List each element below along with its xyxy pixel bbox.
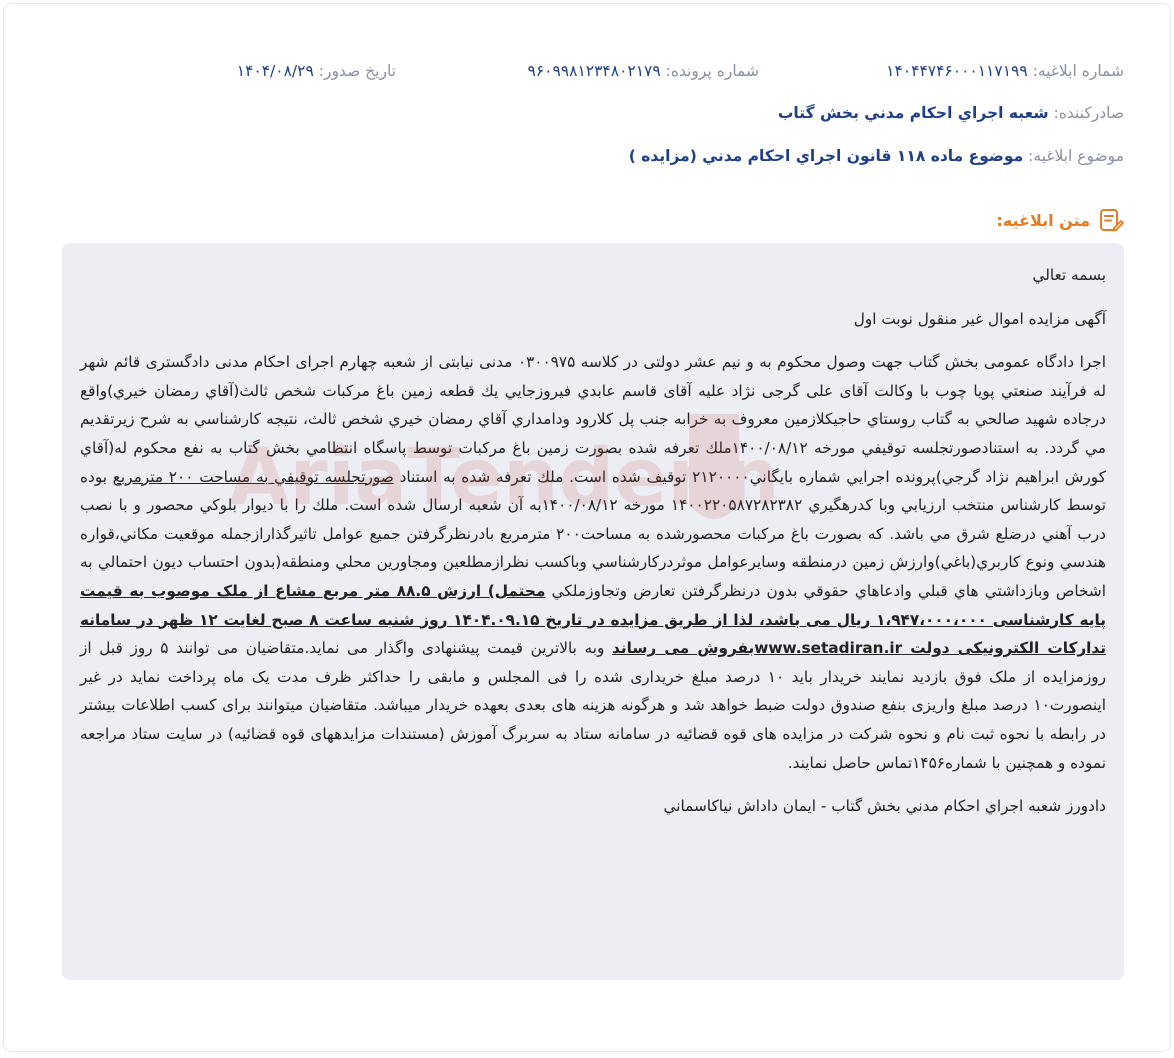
issue-date-value: ۱۴۰۴/۰۸/۲۹ xyxy=(236,62,314,80)
subject-label: موضوع ابلاغیه: xyxy=(1028,147,1124,165)
notice-paragraph xyxy=(80,348,1106,777)
signature: دادورز شعبه اجراي احكام مدني بخش گتاب - ايمان داداش نياكاسماني xyxy=(663,797,1106,816)
issuer-row xyxy=(50,104,1124,122)
paragraph-part-a: اجرا دادگاه عمومی بخش گتاب جهت وصول محکوم به و نیم عشر دولتی در کلاسه ۰۳۰۰۹۷۵ مدنی نیابتی از شعبه چهارم اجرای احکام مدنی دادگستری قائم شهر له فرآیند صنعتي پويا چوب با وكالت آقای علی گرجی نژاد علیه آقای قاسم عابدي فيروزجايي يك قطعه زمين باغ مركبات شخص ثالث(آقاي رمضان خيري)واقع درجاده شهيد صالحي به گتاب روستاي حاجيكلازمين معروف به خرابه جنب پل كلارود ودامداري آقاي رمضان خيري شخص ثالث، نتيجه كارشناسي به شرح زيرتقديم مي گردد. به استنادصورتجلسه توقيفي مورخه ۱۴۰۰/۰۸/۱۲ملك تعرفه شده بصورت زمين باغ مركبات توسط پاسگاه انتظامي بخش گتاب به نفع محكوم له(آقاي كورش ابراهيم نژاد گرجي)پرونده اجرايي شماره بايگاني۲۱۲۰۰۰۰ توقيف شده است. ملك تعرفه شده به استناد xyxy=(80,353,1106,486)
paragraph-underlined: صورتجلسه توقيفي به مساحت ۲۰۰ مترمربع xyxy=(112,467,394,486)
notice-heading: آگهی مزایده اموال غیر منقول نوبت اول xyxy=(853,309,1106,328)
issue-date-label: تاریخ صدور: xyxy=(318,62,396,80)
greeting: بسمه تعالي xyxy=(1032,266,1106,284)
case-number xyxy=(528,62,760,80)
notice-card xyxy=(3,3,1171,1052)
paragraph-part-b: بوده توسط كارشناس منتخب ارزيابي وبا كدرهگيري ۱۴۰۰۲۲۰۵۸۷۲۸۲۳۸۲ مورخه ۱۴۰۰/۰۸/۱۲به آن شعبه ارسال شده است. ملك را با ديوار بلوكي محصور و با نصب درب آهني درضلع شرق مي باشد. كه بصورت باغ مركبات محصورشده به مساحت۲۰۰ مترمربع بادرنظرگرفتن جميع عوامل تاثيرگذارازجمله موقعيت مكاني،قواره هندسي ونوع كاربري(باغي)وارزش زمين درمنطقه وسايرعوامل موثردركارشناسي وباكسب نظرازمطلعين ومجاورين محلي ومنطقه(بدون احتساب ديون احتمالي به اشخاص وبازداشتي هاي قبلي وادعاهاي حقوقي بدون درنظرگرفتن تعارض وتجاوزملكي xyxy=(80,467,1106,600)
paragraph-bold-auction: محتمل) ارزش ۸۸.۵ متر مربع مشاع از ملک موصوب به قیمت پایه کارشناسی ۱،۹۴۷،۰۰۰،۰۰۰ ریال می باشد، لذا از طریق مزایده در تاریخ ۱۴۰۴.۰۹.۱۵ روز شنبه ساعت ۸ صبح لغایت ۱۲ ظهر در سامانه تدارکات الکترونیکی دولت www.setadiran.irبفروش می رساند xyxy=(80,581,1106,658)
notice-number-value: ۱۴۰۴۴۷۴۶۰۰۰۱۱۷۱۹۹ xyxy=(886,62,1028,80)
paragraph-part-c: وبه بالاترین قیمت پیشنهادی واگذار می نماید.متقاضیان می توانند ۵ روز قبل از روزمزایده از ملک فوق بازدید نمایند خریدار باید ۱۰ درصد مبلغ خریداری شده را فی المجلس و مابقی را حداکثر ظرف مدت یک ماه پرداخت نماید در غیر اینصورت۱۰ درصد مبلغ واریزی بنفع صندوق دولت ضبط خواهد شد و هرگونه هزینه های بعدی بعهده خریدار میباشد. متقاضیان میتوانند برای کسب اطلاعات بیشتر در رابطه با نحوه ثبت نام و نحوه شرکت در مزایده های قوه قضائیه در سامانه ستاد به سربرگ آموزش (مستندات مزایدههای قوه قضائیه) در سایت ستاد مراجعه نموده و همچنین با شماره۱۴۵۶تماس حاصل نمایند. xyxy=(80,639,1106,772)
meta-row-numbers xyxy=(50,62,1124,86)
notice-body xyxy=(62,243,1124,980)
issuer-value: شعبه اجراي احكام مدني بخش گتاب xyxy=(777,104,1049,122)
issuer-label: صادرکننده: xyxy=(1053,104,1124,122)
notice-number xyxy=(886,62,1124,80)
case-number-value: ۹۶۰۹۹۸۱۲۳۴۸۰۲۱۷۹ xyxy=(527,62,661,80)
case-number-label: شماره پرونده: xyxy=(665,62,759,80)
subject-value: موضوع ماده ۱۱۸ قانون اجراي احكام مدني (مزايده ) xyxy=(628,147,1024,165)
section-title xyxy=(996,207,1124,233)
subject-row xyxy=(50,147,1124,165)
section-title-label: متن ابلاغیه: xyxy=(996,210,1090,230)
notice-number-label: شماره ابلاغیه: xyxy=(1032,62,1124,80)
document-edit-icon xyxy=(1098,207,1124,233)
issue-date xyxy=(237,62,396,80)
